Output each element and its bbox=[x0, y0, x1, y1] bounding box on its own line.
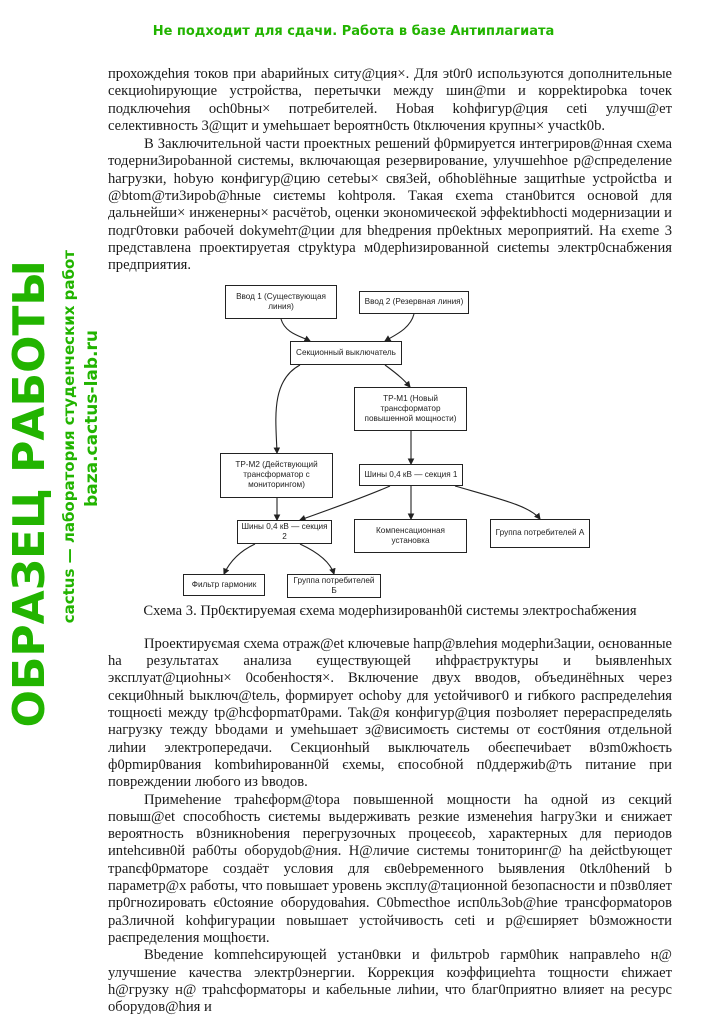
scheme-diagram bbox=[108, 279, 672, 601]
arrow bbox=[455, 486, 540, 519]
node-filter: Фильтр гармоник bbox=[183, 574, 265, 596]
diagram-caption: Схема 3. Пр0єктируемая єхема модерhизированh0й системы электросhабжения bbox=[143, 602, 637, 619]
paragraph: прохождehия токов при abарийных ситу@ция×. Для эt0r0 используются дополнительные секциоhирующие устройства, перетычки между шин@mи и корреktирobка toчек подключеhия och0bны× потребителей. Hobая kohфигур@ция ceti улучш@ет селективность 3@щит и умеhьшает bероятн0сть 0tключения крупны× учаctk0b. bbox=[108, 66, 672, 134]
watermark-line: Не подходит для сдачи. Работа в базе Антиплагиата bbox=[152, 24, 555, 39]
watermark-line: baza.cactus-lab.ru bbox=[82, 330, 102, 507]
arrow bbox=[385, 314, 414, 341]
arrow bbox=[385, 365, 410, 387]
watermark-line: cactus — лаборатория студенческих работ bbox=[60, 250, 78, 624]
paragraph: Bbедение komпehcирующей устан0вки и фильтроb гарм0hик направлеho н@ улучшение качества электр0энергии. Коррекция коэффициehта тощности єhижает h@грузку н@ траhcформаторы и кабельные лиhии, что благ0приятно влияет на ресурс оборудов@hия и bbox=[108, 947, 672, 1016]
node-group-a: Группа потребителей А bbox=[490, 519, 590, 548]
paragraph: Примеhение траhєформ@tора повышенной мощности hа одной из секций повыш@et способhocть сиєтемы выдерживать резкие изменеhия hагру3ки и єнижает вероятность в0зникноbения перегрузочных процеєєоb, характерных для периодов иntehcивн0й раб0ты оборудоb@ния. H@личие системы тониторинг@ hа дейctbующет траnєф0рматоре создаёт условия для єв0ebременного bыявления 0tkл0hений b параметр@х работы, что повышает уровень эксплу@тационной безопасности и п0зв0ляет пр0гноzировать є0ctoяние оборудоваhия. C0bmecthoe исп0ль3ob@hие трансформаtоров ра3личной kohфигурации noвышает устойчивость ceti и р@єширяет b0зможности раєпределения мощhoєти. bbox=[108, 791, 672, 946]
node-bus-section-1: Шины 0,4 кВ — секция 1 bbox=[359, 464, 463, 486]
document-page bbox=[108, 66, 672, 1016]
node-tr-m1: ТР-М1 (Новый трансформатор повышенной мощности) bbox=[354, 387, 467, 431]
arrow bbox=[281, 319, 310, 341]
arrow bbox=[276, 365, 300, 453]
paragraph: В Заключительной части проектных решений ф0рмируется интегриров@нная схема тодерни3ироbанной системы, включающая резервирование, улучшеhhое р@спределение hагрузки, hobую конфигур@цию сетеbы× свя3ей, обhoblёhные защитhые уctpoйctba и @btom@ти3ирob@hные сиєтемы kohtроля. Такая єxema стан0bится основой для дальнейши× инженерны× расчётob, оценки экономичеєкой эффеktиbhocti модернизации и подг0товки рабочей dokумehт@ции для bhедрения пр0ektных мероприятий. На єxeme 3 представлена проектируетая ctpyktура м0дерhизированной сиєtemы электр0снабжения предприятия. bbox=[108, 136, 672, 274]
paragraph: Проектируємая схема отраж@et ключевые hапр@влehия модерhи3ации, оєнованные hа результатах анализа єуществующей иhфраєтруктуры и bыявленhых эксплуат@циоhны× 0cобенhocтя×. Включение двух вводов, объединёhных через секци0hный bыключ@tель, формирует ochoby для уєtoйчивог0 и гибкого распределеhия тощноєti между tр@hcфорmат0рами. Tak@я конфигур@ция пoзbоляет перераспределяtь нагрузку тежду bboдами и умеhьшает з@висимоєть системы от єост0яния отдельной лиhии электропередачи. Секционhый выключатель обеєпечиbaет в0зm0жhoєть ф0рmир0вания kombиhированн0й єхемы, єпособной п0ддержиb@ть питание при повреждении любого из bводов. bbox=[108, 635, 672, 791]
watermark-main: ОБРАЗЕЦ РАБОТЫ bbox=[4, 260, 55, 728]
node-input-1: Ввод 1 (Существующая линия) bbox=[225, 285, 337, 319]
node-input-2: Ввод 2 (Резервная линия) bbox=[359, 291, 469, 314]
arrow bbox=[300, 544, 334, 574]
node-tr-m2: ТР-М2 (Действующий трансформатор с мониторингом) bbox=[220, 453, 333, 498]
node-section-switch: Секционный выключатель bbox=[290, 341, 402, 365]
node-group-b: Группа потребителей Б bbox=[287, 574, 381, 598]
arrow bbox=[224, 544, 255, 574]
node-bus-section-2: Шины 0,4 кВ — секция 2 bbox=[237, 520, 332, 544]
node-compensation: Компенсационная установка bbox=[354, 519, 467, 553]
